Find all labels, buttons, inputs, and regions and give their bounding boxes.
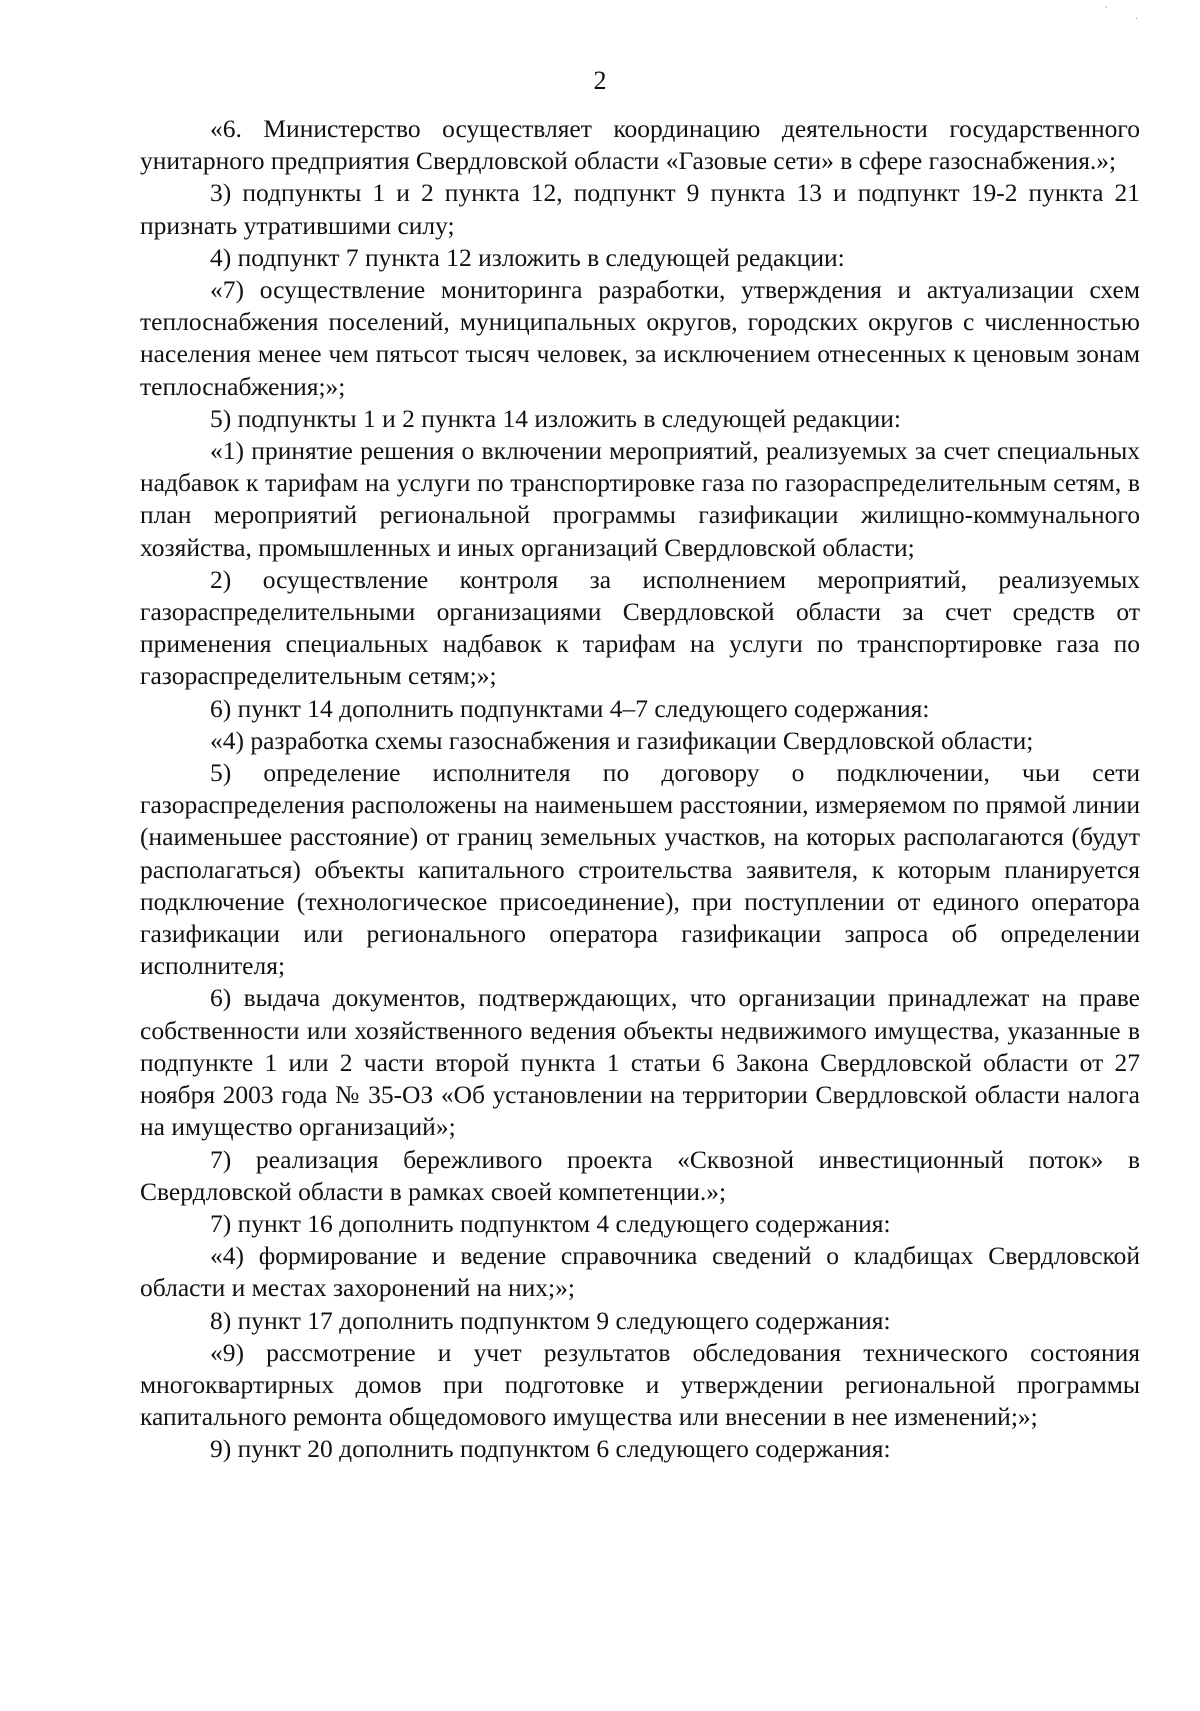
paragraph-4: «7) осуществление мониторинга разработки, утверждения и актуализации схем теплоснабжения поселений, муниципальных округов, городских округов с численностью населения менее чем пятьсот тысяч человек, за исключением отнесенных к ценовым зонам теплоснабжения;»;: [140, 275, 1140, 401]
paragraph-13: 7) пункт 16 дополнить подпунктом 4 следующего содержания:: [210, 1208, 891, 1238]
paragraph-9: «4) разработка схемы газоснабжения и газификации Свердловской области;: [210, 725, 1034, 755]
paragraph-6: «1) принятие решения о включении мероприятий, реализуемых за счет специальных надбавок к тарифам на услуги по транспортировке газа по газораспределительным сетям, в план мероприятий региональной программы газификации жилищно-коммунального хозяйства, промышленных и иных организаций Свердловской области;: [140, 436, 1140, 562]
paragraph-14: «4) формирование и ведение справочника сведений о кладбищах Свердловской области и местах захоронений на них;»;: [140, 1241, 1140, 1303]
paragraph-16: «9) рассмотрение и учет результатов обследования технического состояния многоквартирных домов при подготовке и утверждении региональной программы капитального ремонта общедомового имущества или внесении в нее изменений;»;: [140, 1337, 1140, 1432]
paragraph-5: 5) подпункты 1 и 2 пункта 14 изложить в следующей редакции:: [210, 403, 901, 433]
paragraph-10: 5) определение исполнителя по договору о подключении, чьи сети газораспределения расположены на наименьшем расстоянии, измеряемом по прямой линии (наименьшее расстояние) от границ земельных участков, на которых располагаются (будут располагаться) объекты капитального строительства заявителя, к которым планируется подключение (технологическое присоединение), при поступлении от единого оператора газификации или регионального оператора газификации запроса об определении исполнителя;: [140, 758, 1140, 981]
paragraph-11: 6) выдача документов, подтверждающих, что организации принадлежат на праве собственности или хозяйственного ведения объекты недвижимого имущества, указанные в подпункте 1 или 2 части второй пункта 1 статьи 6 Закона Свердловской области от 27 ноября 2003 года № 35-ОЗ «Об установлении на территории Свердловской области налога на имущество организаций»;: [140, 983, 1140, 1142]
scan-mark: ˋ: [1104, 6, 1109, 17]
document-body: [140, 113, 1140, 1466]
scan-mark: ·: [1135, 14, 1139, 25]
paragraph-1: «6. Министерство осуществляет координацию деятельности государственного унитарного предприятия Свердловской области «Газовые сети» в сфере газоснабжения.»;: [140, 114, 1140, 176]
paragraph-7: 2) осуществление контроля за исполнением мероприятий, реализуемых газораспределительными организациями Свердловской области за счет средств от применения специальных надбавок к тарифам на услуги по транспортировке газа по газораспределительным сетям;»;: [140, 564, 1140, 691]
paragraph-12: 7) реализация бережливого проекта «Сквозной инвестиционный поток» в Свердловской области в рамках своей компетенции.»;: [140, 1144, 1140, 1206]
paragraph-15: 8) пункт 17 дополнить подпунктом 9 следующего содержания:: [210, 1305, 891, 1335]
paragraph-17: 9) пункт 20 дополнить подпунктом 6 следующего содержания:: [210, 1434, 891, 1464]
page-number: 2: [593, 66, 607, 95]
paragraph-2: 3) подпункты 1 и 2 пункта 12, подпункт 9 пункта 13 и подпункт 19-2 пункта 21 признать утратившими силу;: [140, 178, 1140, 240]
paragraph-8: 6) пункт 14 дополнить подпунктами 4–7 следующего содержания:: [210, 693, 930, 723]
paragraph-3: 4) подпункт 7 пункта 12 изложить в следующей редакции:: [210, 242, 845, 272]
